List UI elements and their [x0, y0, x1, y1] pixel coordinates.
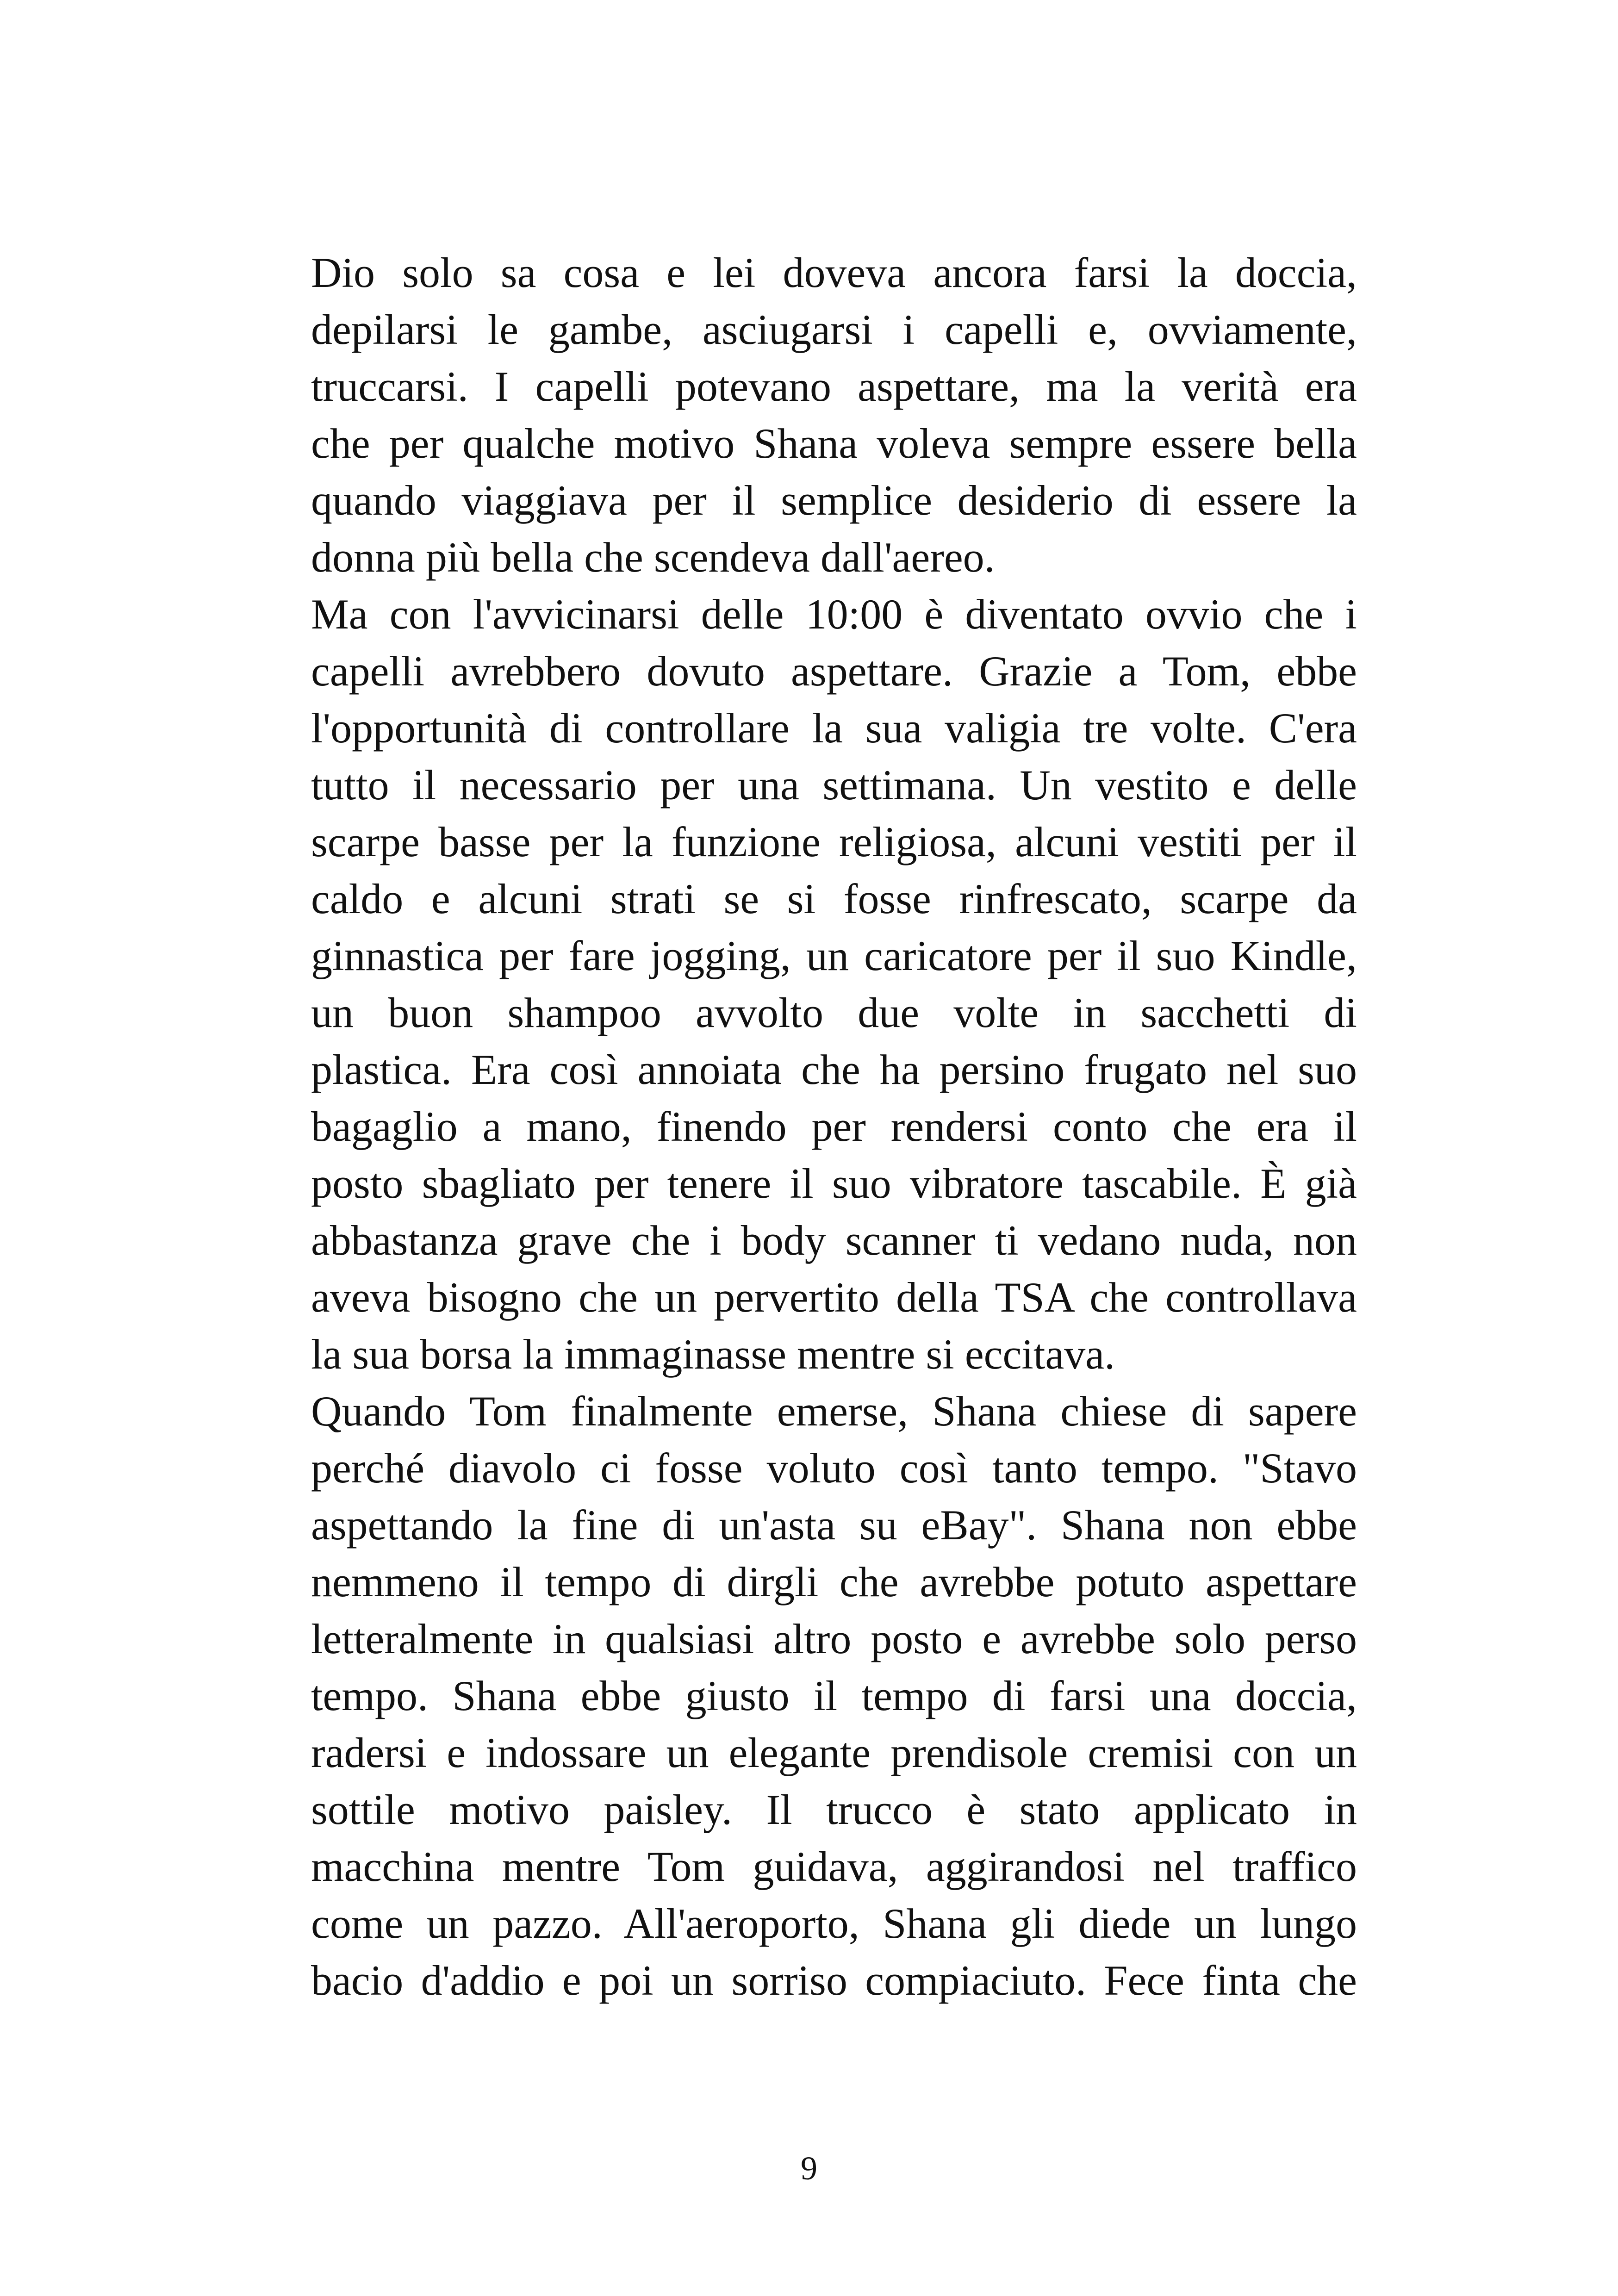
text-line: macchina mentre Tom guidava, aggirandosi nel traffico [311, 1843, 1357, 1890]
text-line: nemmeno il tempo di dirgli che avrebbe potuto aspettare [311, 1558, 1357, 1605]
body-text [311, 244, 1357, 2009]
text-line: radersi e indossare un elegante prendisole cremisi con un [311, 1729, 1357, 1776]
text-line: truccarsi. I capelli potevano aspettare, ma la verità era [311, 363, 1357, 410]
text-line: ginnastica per fare jogging, un caricatore per il suo Kindle, [311, 932, 1357, 979]
text-line: aveva bisogno che un pervertito della TSA che controllava [311, 1274, 1357, 1321]
text-line: sottile motivo paisley. Il trucco è stato applicato in [311, 1786, 1357, 1833]
text-line: caldo e alcuni strati se si fosse rinfrescato, scarpe da [311, 875, 1357, 922]
text-line: un buon shampoo avvolto due volte in sacchetti di [311, 989, 1357, 1036]
text-line: Quando Tom finalmente emerse, Shana chiese di sapere [311, 1388, 1357, 1435]
text-line: posto sbagliato per tenere il suo vibratore tascabile. È già [311, 1160, 1357, 1207]
text-line: quando viaggiava per il semplice desiderio di essere la [311, 477, 1357, 524]
text-line: perché diavolo ci fosse voluto così tanto tempo. "Stavo [311, 1444, 1357, 1492]
text-line: scarpe basse per la funzione religiosa, alcuni vestiti per il [311, 818, 1357, 865]
text-line: abbastanza grave che i body scanner ti vedano nuda, non [311, 1217, 1357, 1264]
text-line: depilarsi le gambe, asciugarsi i capelli e, ovviamente, [311, 306, 1357, 353]
text-line: Dio solo sa cosa e lei doveva ancora farsi la doccia, [311, 249, 1357, 296]
text-line: letteralmente in qualsiasi altro posto e avrebbe solo perso [311, 1615, 1357, 1662]
text-line: tempo. Shana ebbe giusto il tempo di farsi una doccia, [311, 1672, 1357, 1719]
text-line: l'opportunità di controllare la sua valigia tre volte. C'era [311, 704, 1357, 752]
text-line: plastica. Era così annoiata che ha persino frugato nel suo [311, 1046, 1357, 1093]
text-line: bagaglio a mano, finendo per rendersi conto che era il [311, 1103, 1357, 1150]
text-line: donna più bella che scendeva dall'aereo. [311, 534, 995, 581]
text-line: tutto il necessario per una settimana. Un vestito e delle [311, 761, 1357, 809]
text-line: che per qualche motivo Shana voleva sempre essere bella [311, 420, 1357, 467]
text-line: la sua borsa la immaginasse mentre si eccitava. [311, 1331, 1115, 1378]
text-line: bacio d'addio e poi un sorriso compiaciuto. Fece finta che [311, 1957, 1357, 2004]
text-line: capelli avrebbero dovuto aspettare. Grazie a Tom, ebbe [311, 647, 1357, 695]
page-number: 9 [801, 2150, 817, 2187]
text-line: Ma con l'avvicinarsi delle 10:00 è diventato ovvio che i [311, 591, 1357, 638]
text-line: aspettando la fine di un'asta su eBay". Shana non ebbe [311, 1501, 1357, 1549]
text-line: come un pazzo. All'aeroporto, Shana gli diede un lungo [311, 1900, 1357, 1947]
